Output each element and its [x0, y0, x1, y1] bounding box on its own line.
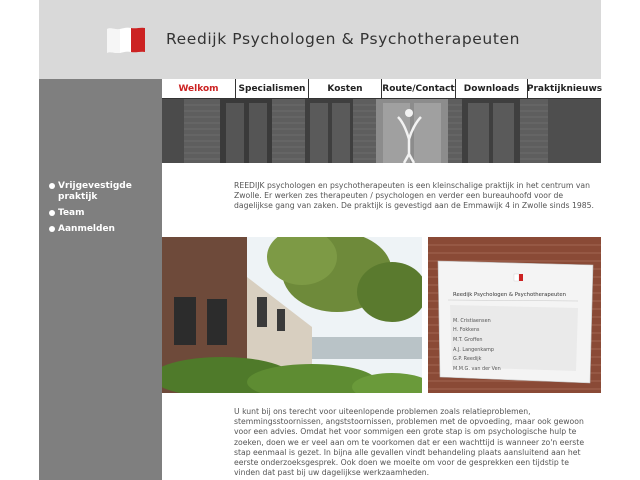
body-text: U kunt bij ons terecht voor uiteenlopende problemen zoals relatieproblemen, stemmingsstoornissen, angststoornissen, problemen met de opvoeding, maar ook gewoon voor een advies. Omdat het voor sommigen een grote stap is om psychologische hulp te zoeken, doen we er veel aan om te voorkomen dat er een wachttijd is wanneer zo'n eerste stap eenmaal is gezet. In bijna alle gevallen vindt behandeling plaats aansluitend aan het eerste onderzoeksgesprek. Ook doen we moeite om voor de gesprekken een tijdstip te vinden dat past bij uw dagelijkse werkzaamheden. [234, 407, 585, 478]
side-nav-item-vrijgevestigde-praktijk[interactable] [49, 181, 162, 203]
site-title: Reedijk Psychologen & Psychotherapeuten [166, 30, 521, 48]
side-nav-item-team[interactable] [49, 208, 162, 219]
tab-route-contact[interactable]: Route/Contact [381, 79, 455, 98]
side-nav-label: Team [58, 208, 85, 218]
building-street-photo [162, 237, 422, 393]
banner-photo [162, 99, 601, 163]
site-header [39, 0, 601, 79]
tab-welkom[interactable]: Welkom [178, 83, 219, 94]
tab-specialismen[interactable]: Specialismen [235, 79, 308, 98]
side-nav-label: Vrijgevestigde praktijk [58, 181, 132, 202]
bullet-icon [49, 183, 55, 189]
plaque-name: H. Fokkens [453, 327, 480, 333]
tab-downloads[interactable]: Downloads [455, 79, 527, 98]
bullet-icon [49, 226, 55, 232]
logo-flag-icon[interactable] [107, 27, 145, 53]
side-nav [49, 181, 162, 240]
sidebar [39, 79, 162, 480]
plaque-name: M.T. Groffen [453, 337, 483, 343]
tab-praktijknieuws[interactable]: Praktijknieuws [527, 79, 601, 98]
plaque-name: A.J. Langenkamp [453, 347, 495, 353]
plaque-name: M.M.G. van der Ven [453, 366, 501, 372]
plaque-name: G.P. Reedijk [453, 356, 482, 362]
side-nav-label: Aanmelden [58, 224, 115, 234]
top-nav [162, 79, 601, 99]
tab-kosten[interactable]: Kosten [308, 79, 381, 98]
plaque-title: Reedijk Psychologen & Psychotherapeuten [453, 292, 567, 298]
side-nav-item-aanmelden[interactable] [49, 224, 162, 235]
plaque-name: M. Cristiaensen [453, 318, 491, 324]
bullet-icon [49, 210, 55, 216]
intro-text: REEDIJK psychologen en psychotherapeuten is een kleinschalige praktijk in het centrum van Zwolle. Er werken zes therapeuten / psychologen en verder een bureauhoofd voor de dagelijkse gang van zaken. De praktijk is gevestigd aan de Emmawijk 4 in Zwolle sinds 1985. [234, 181, 594, 211]
